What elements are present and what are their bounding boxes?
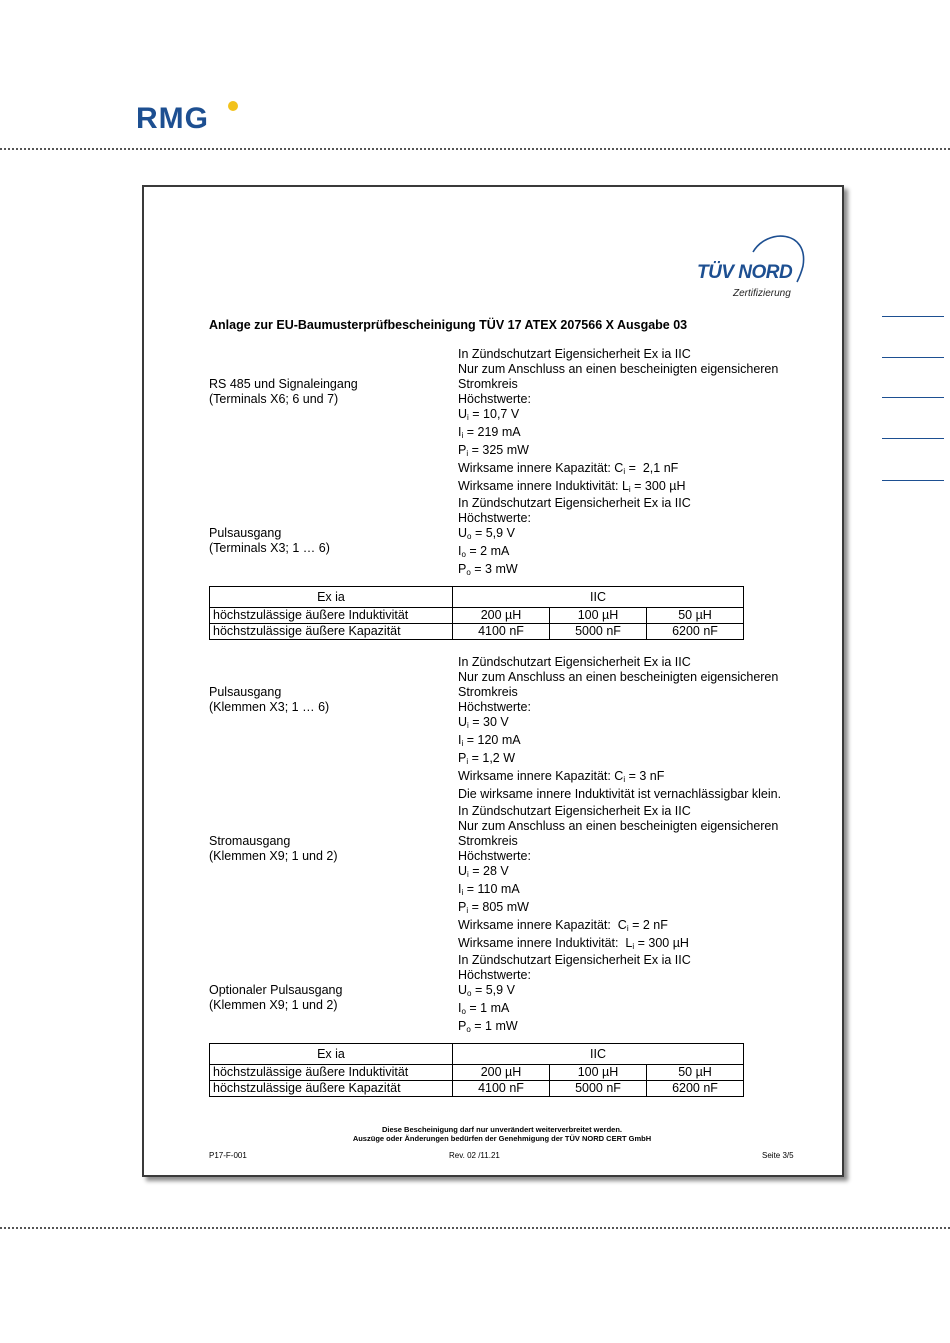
value-line: Stromkreis [458, 377, 518, 391]
table-cell: 100 µH [550, 608, 647, 624]
value-line: $P_o = 3$ mW [458, 562, 518, 577]
value-line: $I_o = 1$ mA [458, 1001, 510, 1016]
certificate-title: Anlage zur EU-Baumusterprüfbescheinigung TÜV 17 ATEX 207566 X Ausgabe 03 [209, 318, 688, 332]
table-row [210, 1081, 744, 1097]
footer-divider [0, 1227, 950, 1229]
value-line: Höchstwerte: [458, 392, 531, 406]
table-cell: 200 µH [453, 608, 550, 624]
table-cell: 6200 nF [647, 1081, 744, 1097]
table-row [210, 624, 744, 640]
value-line: $U_i = 30$ V [458, 715, 509, 730]
section-values [458, 655, 781, 802]
table-cell: 50 µH [647, 1065, 744, 1081]
value-line: $I_i = 219$ mA [458, 425, 521, 440]
value-line: $U_o = 5,9$ V [458, 983, 515, 998]
table-header-row [210, 587, 744, 608]
logo-dot-icon [228, 101, 238, 111]
value-line: Stromkreis [458, 834, 518, 848]
page-number: Seite 3/5 [762, 1151, 794, 1160]
table-cell: 5000 nF [550, 624, 647, 640]
section-values [458, 953, 691, 1037]
value-line: $U_i = 10,7$ V [458, 407, 520, 422]
value-line: Nur zum Anschluss an einen bescheinigten eigensicheren [458, 819, 779, 833]
value-line: In Zündschutzart Eigensicherheit Ex ia IIC [458, 496, 691, 510]
table-cell: 5000 nF [550, 1081, 647, 1097]
value-line: Höchstwerte: [458, 849, 531, 863]
table-cell: höchstzulässige äußere Induktivität [210, 608, 453, 624]
section-label: Optionaler Pulsausgang (Klemmen X9; 1 und 2) [209, 983, 343, 1012]
rmg-logo: RMG [136, 102, 209, 135]
value-line: $U_o = 5,9$ V [458, 526, 515, 541]
section-values [458, 496, 691, 580]
revision: Rev. 02 /11.21 [449, 1151, 500, 1160]
table-cell: 6200 nF [647, 624, 744, 640]
value-line: $I_i = 120$ mA [458, 733, 521, 748]
value-line: $I_i = 110$ mA [458, 882, 520, 897]
table-cell: 200 µH [453, 1065, 550, 1081]
table-cell: Ex ia [210, 587, 453, 608]
value-line: $P_i = 325$ mW [458, 443, 529, 458]
section-values [458, 347, 778, 497]
table-header-row [210, 1044, 744, 1065]
margin-mark [882, 438, 944, 439]
value-line: $I_o = 2$ mA [458, 544, 510, 559]
value-line: Wirksame innere Kapazität: $C_i = 3$ nF [458, 769, 665, 784]
margin-mark [882, 316, 944, 317]
section-label: Pulsausgang (Klemmen X3; 1 … 6) [209, 685, 330, 714]
tuv-nord-subtitle: Zertifizierung [733, 288, 791, 299]
section-values [458, 804, 778, 954]
value-line: In Zündschutzart Eigensicherheit Ex ia IIC [458, 655, 691, 669]
value-line: $P_i = 805$ mW [458, 900, 529, 915]
value-line: In Zündschutzart Eigensicherheit Ex ia IIC [458, 804, 691, 818]
value-line: Nur zum Anschluss an einen bescheinigten eigensicheren [458, 670, 779, 684]
table-cell: höchstzulässige äußere Induktivität [210, 1065, 453, 1081]
value-line: Stromkreis [458, 685, 518, 699]
value-line: Die wirksame innere Induktivität ist vernachlässigbar klein. [458, 787, 782, 801]
margin-mark [882, 357, 944, 358]
value-line: Höchstwerte: [458, 700, 531, 714]
table-cell: höchstzulässige äußere Kapazität [210, 624, 453, 640]
table-cell: höchstzulässige äußere Kapazität [210, 1081, 453, 1097]
table-cell: IIC [453, 587, 744, 608]
table-cell: IIC [453, 1044, 744, 1065]
value-line: $P_o = 1$ mW [458, 1019, 518, 1034]
section-label: Stromausgang (Klemmen X9; 1 und 2) [209, 834, 338, 863]
header-divider [0, 148, 950, 150]
footer-note: Auszüge oder Änderungen bedürfen der Genehmigung der TÜV NORD CERT GmbH [352, 1134, 652, 1143]
value-line: $P_i = 1,2$ W [458, 751, 516, 766]
table-cell: 100 µH [550, 1065, 647, 1081]
value-line: Höchstwerte: [458, 511, 531, 525]
value-line: Wirksame innere Kapazität: $C_i = 2$ nF [458, 918, 668, 933]
value-line: Wirksame innere Induktivität: $L_i = 300$ µH [458, 479, 686, 494]
form-id: P17-F-001 [209, 1151, 247, 1160]
value-line: $U_i = 28$ V [458, 864, 509, 879]
margin-mark [882, 397, 944, 398]
section-label: Pulsausgang (Terminals X3; 1 … 6) [209, 526, 330, 555]
table-row [210, 608, 744, 624]
value-line: In Zündschutzart Eigensicherheit Ex ia IIC [458, 953, 691, 967]
margin-mark [882, 480, 944, 481]
table-cell: 4100 nF [453, 1081, 550, 1097]
value-line: Wirksame innere Induktivität: $L_i = 300$ µH [458, 936, 689, 951]
value-line: Nur zum Anschluss an einen bescheinigten eigensicheren [458, 362, 779, 376]
table-cell: Ex ia [210, 1044, 453, 1065]
section-label: RS 485 und Signaleingang (Terminals X6; 6 und 7) [209, 377, 358, 406]
footer-note: Diese Bescheinigung darf nur unverändert weiterverbreitet werden. [381, 1125, 623, 1134]
value-line: In Zündschutzart Eigensicherheit Ex ia IIC [458, 347, 691, 361]
tuv-nord-logo: TÜV NORD [697, 262, 793, 283]
value-line: Wirksame innere Kapazität: $C_i = 2,1$ nF [458, 461, 679, 476]
table-cell: 4100 nF [453, 624, 550, 640]
value-line: Höchstwerte: [458, 968, 531, 982]
limits-table [209, 586, 744, 640]
limits-table [209, 1043, 744, 1097]
table-cell: 50 µH [647, 608, 744, 624]
table-row [210, 1065, 744, 1081]
